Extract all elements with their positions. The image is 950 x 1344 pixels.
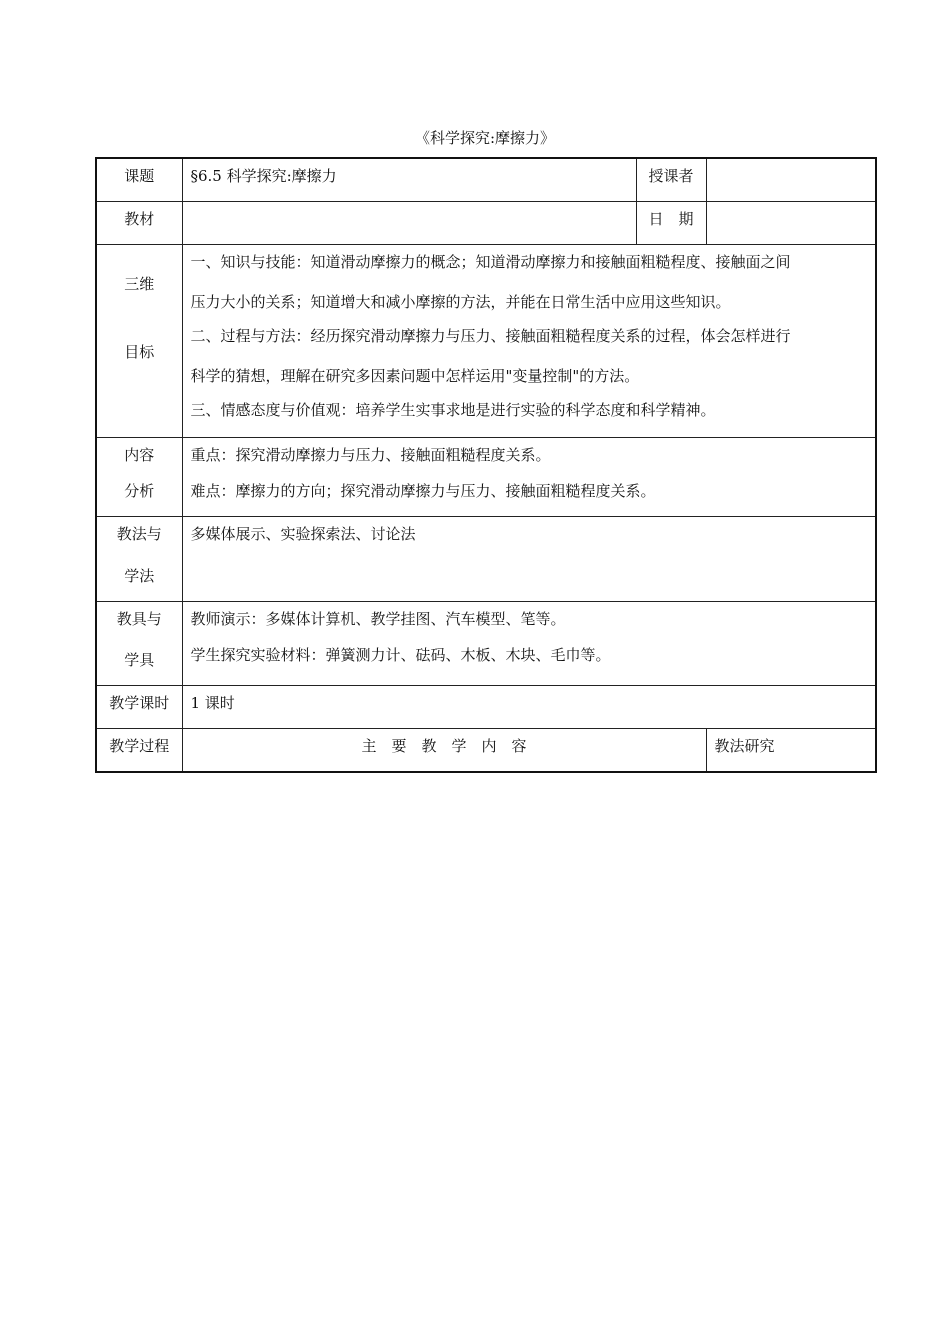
row-process [96,729,876,773]
topic-label: 课题 [124,167,155,185]
goals-line-3: 二、过程与方法：经历探究滑动摩擦力与压力、接触面粗糙程度关系的过程，体会怎样进行 [190,327,791,345]
main-content-header: 主 要 教 学 内 容 [361,737,527,755]
goals-label-cell [96,245,182,438]
tools-label-cell [96,602,182,686]
topic-value-cell [182,158,636,202]
process-label: 教学过程 [109,737,170,755]
tools-label-line-2: 学具 [124,651,155,669]
hours-label-cell [96,686,182,729]
difficult-point: 难点：摩擦力的方向；探究滑动摩擦力与压力、接触面粗糙程度关系。 [190,482,656,500]
key-point: 重点：探究滑动摩擦力与压力、接触面粗糙程度关系。 [190,446,551,464]
content-label-line-2: 分析 [124,482,155,500]
lesson-plan-table [95,157,877,773]
date-value [715,208,868,244]
date-label: 日 期 [648,210,694,228]
date-label-cell [636,202,706,245]
topic-value: §6.5 科学探究:摩擦力 [190,167,337,185]
textbook-label: 教材 [124,210,155,228]
goals-line-1: 一、知识与技能：知道滑动摩擦力的概念；知道滑动摩擦力和接触面粗糙程度、接触面之间 [190,253,791,271]
row-hours [96,686,876,729]
row-goals [96,245,876,438]
teacher-value-cell [706,158,876,202]
row-tools [96,602,876,686]
hours-value: 1 课时 [190,694,235,712]
process-label-cell [96,729,182,773]
hours-label: 教学课时 [109,694,170,712]
methods-label-line-2: 学法 [124,567,155,585]
row-topic [96,158,876,202]
methods-label-cell [96,517,182,602]
goals-label-line-1: 三维 [124,275,155,293]
textbook-label-cell [96,202,182,245]
document-title: 《科学探究:摩擦力》 [414,129,556,147]
content-cell [182,438,876,517]
methods-value: 多媒体展示、实验探索法、讨论法 [190,525,416,543]
methods-cell [182,517,876,602]
teacher-label: 授课者 [648,167,694,185]
main-content-header-cell [182,729,706,773]
method-research-header: 教法研究 [714,737,775,755]
topic-label-cell [96,158,182,202]
teacher-demo-tools: 教师演示：多媒体计算机、教学挂图、汽车模型、笔等。 [190,610,566,628]
tools-label-line-1: 教具与 [116,610,162,628]
goals-line-2: 压力大小的关系；知道增大和减小摩擦的方法，并能在日常生活中应用这些知识。 [190,293,731,311]
methods-label-line-1: 教法与 [116,525,162,543]
teacher-label-cell [636,158,706,202]
teacher-value [715,165,868,201]
hours-value-cell [182,686,876,729]
goals-line-5: 三、情感态度与价值观：培养学生实事求地是进行实验的科学态度和科学精神。 [190,401,716,419]
row-methods [96,517,876,602]
textbook-value [191,208,628,244]
tools-cell [182,602,876,686]
goals-label-line-2: 目标 [124,343,155,361]
goals-content-cell [182,245,876,438]
student-materials: 学生探究实验材料：弹簧测力计、砝码、木板、木块、毛巾等。 [190,646,611,664]
content-label-line-1: 内容 [124,446,155,464]
textbook-value-cell [182,202,636,245]
method-research-cell [706,729,876,773]
row-textbook [96,202,876,245]
row-content-analysis [96,438,876,517]
date-value-cell [706,202,876,245]
goals-line-4: 科学的猜想，理解在研究多因素问题中怎样运用"变量控制"的方法。 [190,367,640,385]
content-label-cell [96,438,182,517]
